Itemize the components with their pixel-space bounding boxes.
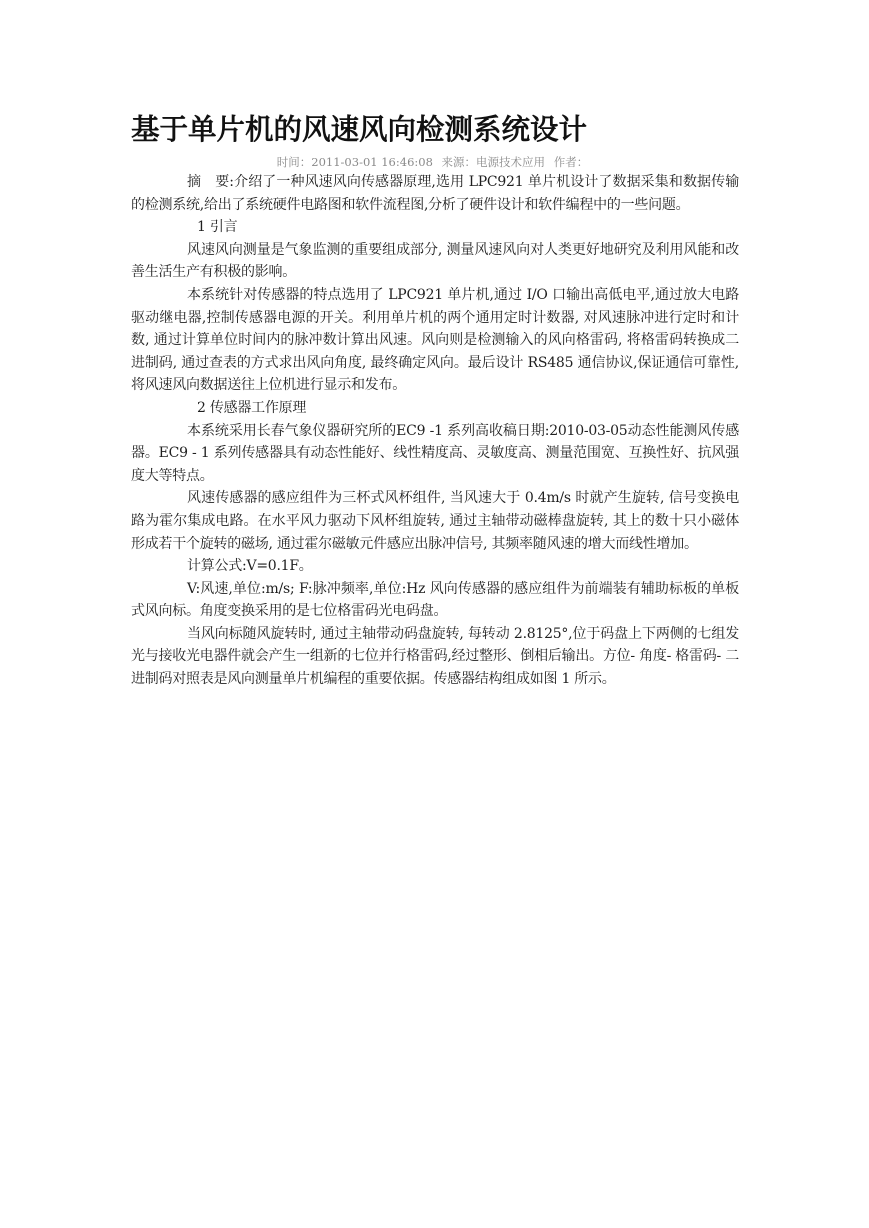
body-paragraph: 风速传感器的感应组件为三杯式风杯组件, 当风速大于 0.4m/s 时就产生旋转, 信号变换电路为霍尔集成电路。在水平风力驱动下风杯组旋转, 通过主轴带动磁棒盘旋转, 其上的数十只小磁体形成若干个旋转的磁场, 通过霍尔磁敏元件感应出脉冲信号, 其频率随风速的增大而线性增加。 [131,490,739,552]
abstract-paragraph: 摘 要:介绍了一种风速风向传感器原理,选用 LPC921 单片机设计了数据采集和数据传输的检测系统,给出了系统硬件电路图和软件流程图,分析了硬件设计和软件编程中的一些问题。 [131,174,739,213]
formula-paragraph: 计算公式:V=0.1F。 [187,558,313,575]
body-paragraph: 本系统采用长春气象仪器研究所的EC9 -1 系列高收稿日期:2010-03-05动态性能测风传感器。EC9 - 1 系列传感器具有动态性能好、线性精度高、灵敏度高、测量范围宽、互换性好、抗风强度大等特点。 [131,422,739,484]
body-paragraph: 当风向标随风旋转时, 通过主轴带动码盘旋转, 每转动 2.8125°,位于码盘上下两侧的七组发光与接收光电器件就会产生一组新的七位并行格雷码,经过整形、倒相后输出。方位- 角度- 格雷码- 二进制码对照表是风向测量单片机编程的重要依据。传感器结构组成如图 1 所示。 [131,625,739,688]
body-paragraph: V:风速,单位:m/s; F:脉冲频率,单位:Hz 风向传感器的感应组件为前端装有辅助标板的单板式风向标。角度变换采用的是七位格雷码光电码盘。 [131,580,739,620]
publish-time: 时间：2011-03-01 16:46:08 [276,155,433,169]
article-body [131,171,739,691]
article-title: 基于单片机的风速风向检测系统设计 [131,112,588,146]
article [131,110,739,691]
article-author: 作者： [553,155,589,169]
section-heading-sensor-principle: 2 传感器工作原理 [197,399,307,416]
article-meta [131,154,739,170]
body-paragraph: 风速风向测量是气象监测的重要组成部分, 测量风速风向对人类更好地研究及利用风能和改善生活生产有积极的影响。 [131,241,739,281]
section-heading-intro: 1 引言 [197,219,238,236]
article-source: 来源：电源技术应用 [441,155,546,169]
body-paragraph: 本系统针对传感器的特点选用了 LPC921 单片机,通过 I/O 口输出高低电平,通过放大电路驱动继电器,控制传感器电源的开关。利用单片机的两个通用定时计数器, 对风速脉冲进行定时和计数, 通过计算单位时间内的脉冲数计算出风速。风向则是检测输入的风向格雷码, 将格雷码转换成二进制码, 通过查表的方式求出风向角度, 最终确定风向。最后设计 RS485 通信协议,保证通信可靠性, 将风速风向数据送往上位机进行显示和发布。 [131,286,739,394]
